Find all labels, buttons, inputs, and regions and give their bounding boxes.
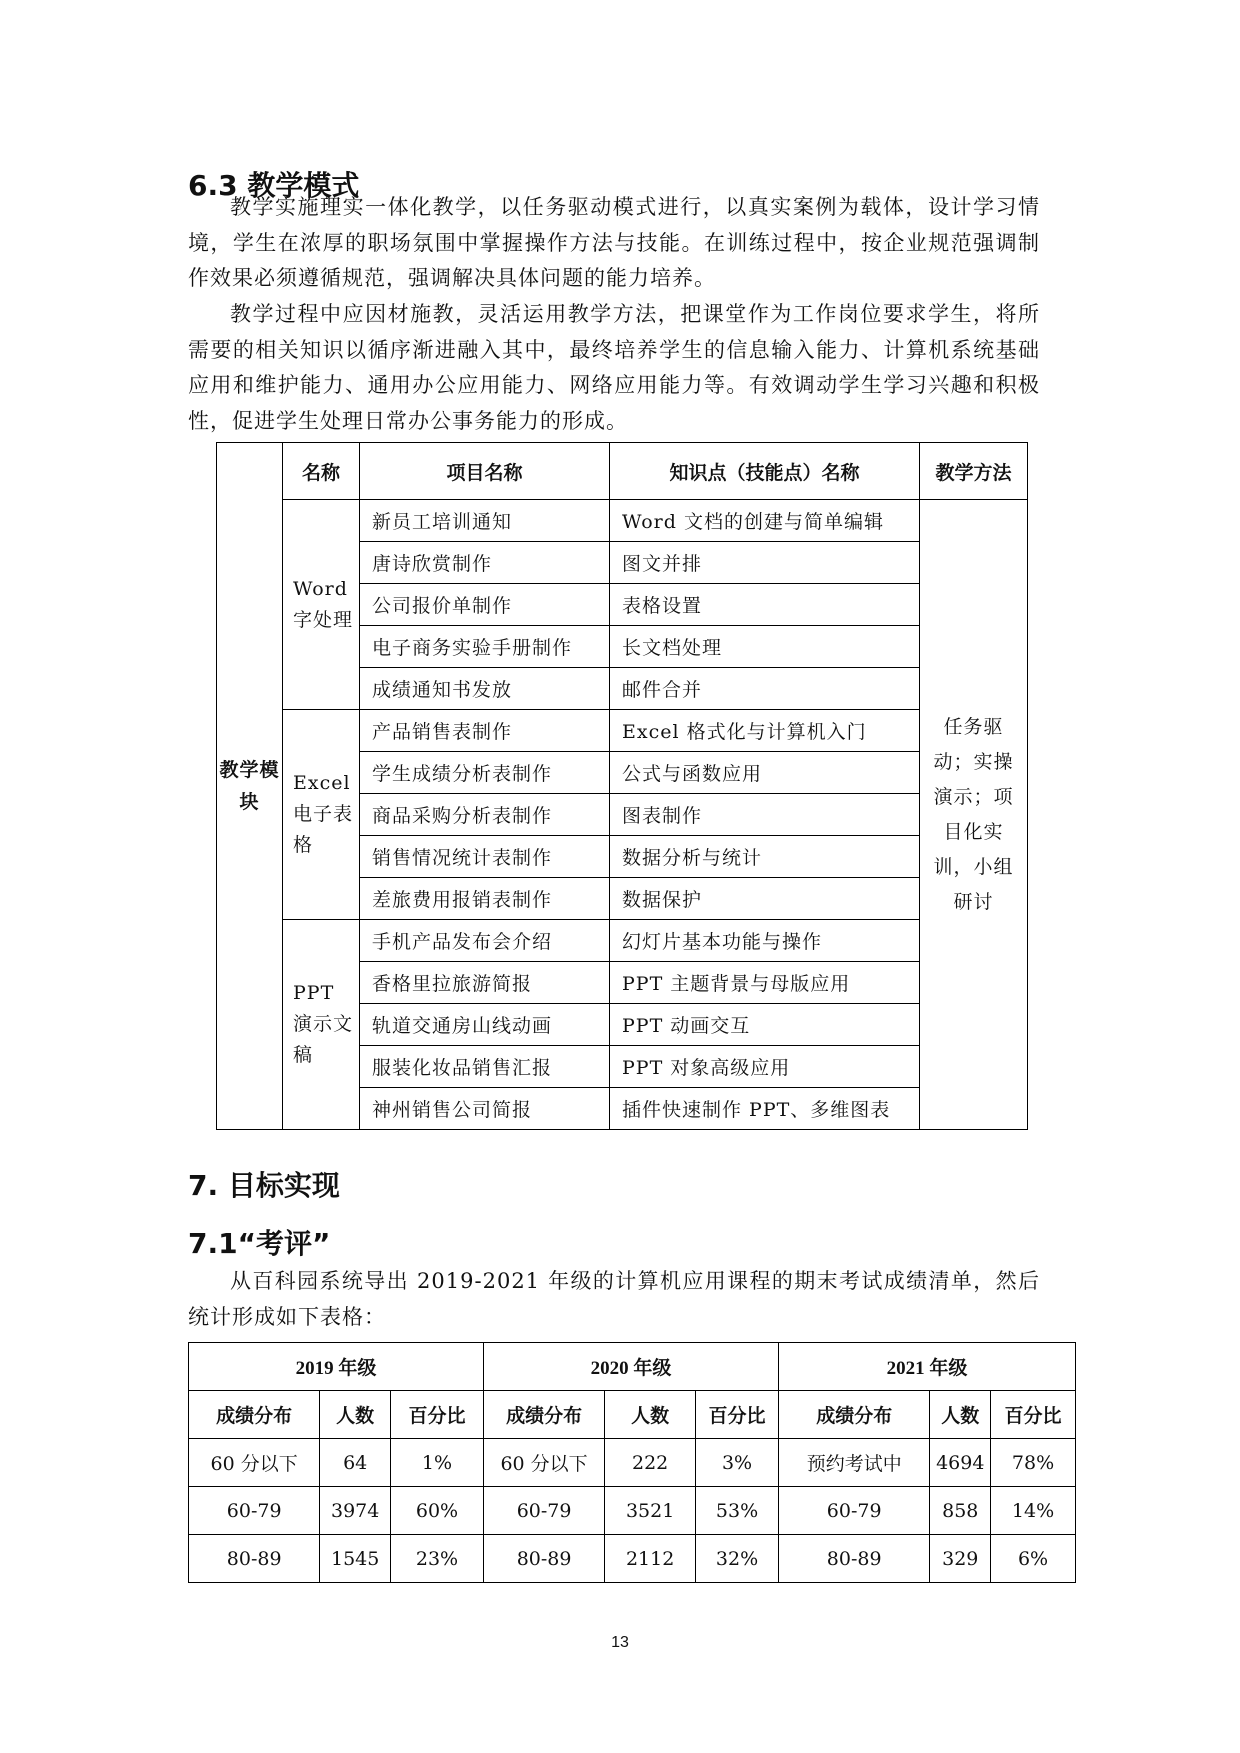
table-cell: 858 bbox=[930, 1487, 991, 1535]
table-cell: 80-89 bbox=[778, 1535, 930, 1583]
knowledge-point-cell: PPT 对象高级应用 bbox=[610, 1046, 920, 1088]
table-cell: 329 bbox=[930, 1535, 991, 1583]
column-header: 百分比 bbox=[696, 1391, 779, 1439]
table-cell: 53% bbox=[696, 1487, 779, 1535]
subheader-row bbox=[189, 1391, 1076, 1439]
project-name-cell: 差旅费用报销表制作 bbox=[360, 878, 610, 920]
table-cell: 3% bbox=[696, 1439, 779, 1487]
table-cell: 60 分以下 bbox=[189, 1439, 320, 1487]
column-header: 成绩分布 bbox=[189, 1391, 320, 1439]
score-table-body bbox=[189, 1343, 1076, 1583]
table-cell: 1545 bbox=[320, 1535, 391, 1583]
table-cell: 60-79 bbox=[778, 1487, 930, 1535]
project-name-cell: 唐诗欣赏制作 bbox=[360, 542, 610, 584]
table-cell: 14% bbox=[991, 1487, 1076, 1535]
table-cell: 60% bbox=[391, 1487, 484, 1535]
table-cell: 1% bbox=[391, 1439, 484, 1487]
module-name-cell: Excel 电子表格 bbox=[283, 710, 360, 920]
table-cell: 60 分以下 bbox=[483, 1439, 604, 1487]
section-heading-6-3: 6.3 教学模式 bbox=[188, 169, 360, 202]
table-cell: 23% bbox=[391, 1535, 484, 1583]
score-distribution-table bbox=[188, 1342, 1076, 1583]
column-header: 人数 bbox=[930, 1391, 991, 1439]
project-name-cell: 香格里拉旅游简报 bbox=[360, 962, 610, 1004]
table-cell: 2112 bbox=[605, 1535, 696, 1583]
grade-header-cell: 2020 年级 bbox=[483, 1343, 778, 1391]
knowledge-point-cell: 图表制作 bbox=[610, 794, 920, 836]
teaching-module-table bbox=[216, 442, 1028, 1130]
table-cell: 预约考试中 bbox=[778, 1439, 930, 1487]
table-row bbox=[189, 1439, 1076, 1487]
column-header: 项目名称 bbox=[360, 443, 610, 500]
table-row bbox=[189, 1535, 1076, 1583]
table-cell: 78% bbox=[991, 1439, 1076, 1487]
table-cell: 32% bbox=[696, 1535, 779, 1583]
column-header: 成绩分布 bbox=[778, 1391, 930, 1439]
knowledge-point-cell: 幻灯片基本功能与操作 bbox=[610, 920, 920, 962]
grade-header-cell: 2019 年级 bbox=[189, 1343, 484, 1391]
table-cell: 4694 bbox=[930, 1439, 991, 1487]
column-header: 人数 bbox=[320, 1391, 391, 1439]
table-cell: 60-79 bbox=[483, 1487, 604, 1535]
column-header: 百分比 bbox=[991, 1391, 1076, 1439]
table-cell: 6% bbox=[991, 1535, 1076, 1583]
section-heading-7-1: 7.1“考评” bbox=[188, 1227, 331, 1260]
page-number: 13 bbox=[611, 1634, 629, 1651]
grade-header-row bbox=[189, 1343, 1076, 1391]
table-cell: 3521 bbox=[605, 1487, 696, 1535]
project-name-cell: 手机产品发布会介绍 bbox=[360, 920, 610, 962]
knowledge-point-cell: Excel 格式化与计算机入门 bbox=[610, 710, 920, 752]
module-name-cell: PPT 演示文稿 bbox=[283, 920, 360, 1130]
knowledge-point-cell: 数据保护 bbox=[610, 878, 920, 920]
table-row bbox=[189, 1487, 1076, 1535]
column-header: 成绩分布 bbox=[483, 1391, 604, 1439]
knowledge-point-cell: 邮件合并 bbox=[610, 668, 920, 710]
project-name-cell: 电子商务实验手册制作 bbox=[360, 626, 610, 668]
module-name-cell: Word 字处理 bbox=[283, 500, 360, 710]
table-cell: 60-79 bbox=[189, 1487, 320, 1535]
column-header: 名称 bbox=[283, 443, 360, 500]
table-cell: 64 bbox=[320, 1439, 391, 1487]
knowledge-point-cell: 数据分析与统计 bbox=[610, 836, 920, 878]
knowledge-point-cell: 插件快速制作 PPT、多维图表 bbox=[610, 1088, 920, 1130]
section-heading-7: 7. 目标实现 bbox=[188, 1169, 340, 1202]
knowledge-point-cell: Word 文档的创建与简单编辑 bbox=[610, 500, 920, 542]
grade-header-cell: 2021 年级 bbox=[778, 1343, 1075, 1391]
knowledge-point-cell: 长文档处理 bbox=[610, 626, 920, 668]
side-label-cell: 教学模块 bbox=[217, 443, 283, 1130]
teaching-module-table-body bbox=[217, 443, 1028, 1130]
table-cell: 80-89 bbox=[483, 1535, 604, 1583]
column-header: 知识点（技能点）名称 bbox=[610, 443, 920, 500]
knowledge-point-cell: 表格设置 bbox=[610, 584, 920, 626]
table-cell: 3974 bbox=[320, 1487, 391, 1535]
paragraph-teaching-mode-1: 教学实施理实一体化教学，以任务驱动模式进行，以真实案例为载体，设计学习情境，学生在浓厚的职场氛围中掌握操作方法与技能。在训练过程中，按企业规范强调制作效果必须遵循规范，强调解决具体问题的能力培养。 bbox=[188, 195, 1040, 290]
knowledge-point-cell: PPT 主题背景与母版应用 bbox=[610, 962, 920, 1004]
teaching-method-cell: 任务驱动；实操 演示；项目化实训，小组研讨 bbox=[920, 500, 1028, 1130]
project-name-cell: 商品采购分析表制作 bbox=[360, 794, 610, 836]
paragraph-assessment: 从百科园系统导出 2019-2021 年级的计算机应用课程的期末考试成绩清单，然后统计形成如下表格： bbox=[188, 1269, 1040, 1329]
project-name-cell: 轨道交通房山线动画 bbox=[360, 1004, 610, 1046]
project-name-cell: 成绩通知书发放 bbox=[360, 668, 610, 710]
table-row bbox=[217, 920, 1028, 962]
project-name-cell: 产品销售表制作 bbox=[360, 710, 610, 752]
knowledge-point-cell: 图文并排 bbox=[610, 542, 920, 584]
table-row bbox=[217, 710, 1028, 752]
project-name-cell: 学生成绩分析表制作 bbox=[360, 752, 610, 794]
project-name-cell: 服装化妆品销售汇报 bbox=[360, 1046, 610, 1088]
table-cell: 80-89 bbox=[189, 1535, 320, 1583]
table-row bbox=[217, 500, 1028, 542]
knowledge-point-cell: 公式与函数应用 bbox=[610, 752, 920, 794]
project-name-cell: 新员工培训通知 bbox=[360, 500, 610, 542]
column-header: 百分比 bbox=[391, 1391, 484, 1439]
column-header: 人数 bbox=[605, 1391, 696, 1439]
table-cell: 222 bbox=[605, 1439, 696, 1487]
project-name-cell: 公司报价单制作 bbox=[360, 584, 610, 626]
paragraph-teaching-mode-2: 教学过程中应因材施教，灵活运用教学方法，把课堂作为工作岗位要求学生，将所需要的相关知识以循序渐进融入其中，最终培养学生的信息输入能力、计算机系统基础应用和维护能力、通用办公应用能力、网络应用能力等。有效调动学生学习兴趣和积极性，促进学生处理日常办公事务能力的形成。 bbox=[188, 302, 1040, 433]
project-name-cell: 销售情况统计表制作 bbox=[360, 836, 610, 878]
column-header: 教学方法 bbox=[920, 443, 1028, 500]
project-name-cell: 神州销售公司简报 bbox=[360, 1088, 610, 1130]
table-header-row bbox=[217, 443, 1028, 500]
knowledge-point-cell: PPT 动画交互 bbox=[610, 1004, 920, 1046]
